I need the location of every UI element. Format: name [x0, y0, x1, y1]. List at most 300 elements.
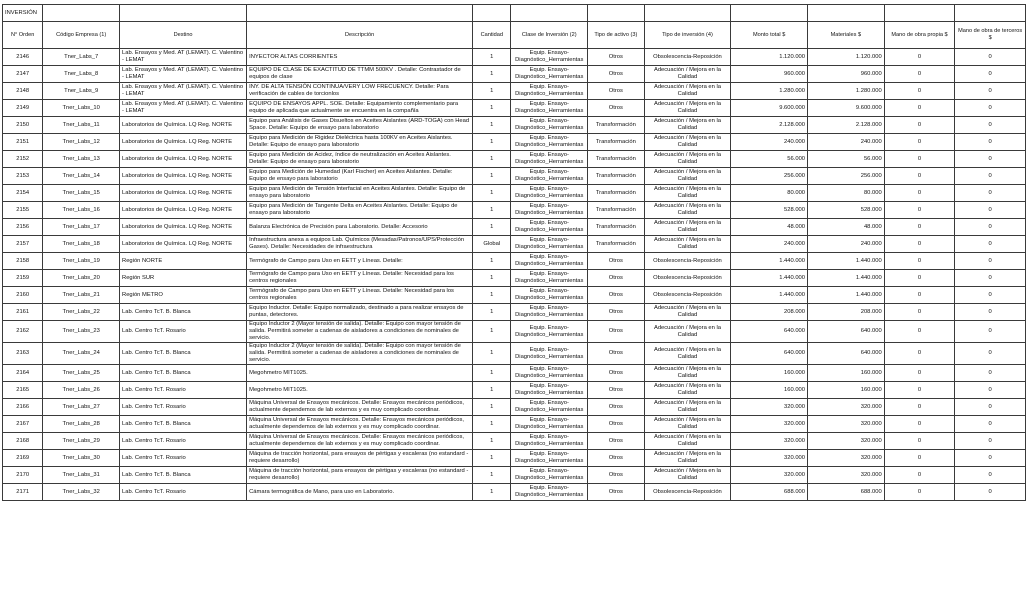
- cell-destino: Lab. Centro TcT. Rosario: [120, 484, 247, 501]
- cell-mano-obra-propia: 0: [884, 151, 955, 168]
- cell-tipo-activo: Otros: [588, 66, 644, 83]
- cell-tipo-inversion: Obsolescencia-Reposición: [644, 484, 731, 501]
- cell-codigo: Tner_Labs_19: [43, 253, 120, 270]
- cell-monto-total: 208.000: [731, 304, 808, 321]
- cell-destino: Región METRO: [120, 287, 247, 304]
- cell-clase: Equip. Ensayo-Diagnóstico_Herramientas: [511, 66, 588, 83]
- cell-descripcion: EQUIPO DE ENSAYOS APPL. SOE. Detalle: Equipamiento complementario para equipo de aplicada que actualmente se encuentra en la compañía: [247, 100, 473, 117]
- cell-materiales: 256.000: [808, 168, 885, 185]
- cell-materiales: 528.000: [808, 202, 885, 219]
- cell-tipo-inversion: Adecuación / Mejora en la Calidad: [644, 382, 731, 399]
- cell-destino: Lab. Centro TcT. Rosario: [120, 450, 247, 467]
- cell-destino: Laboratorios de Química. LQ Reg. NORTE: [120, 134, 247, 151]
- cell-destino: Lab. Ensayos y Med. AT (LEMAT). C. Valentino - LEMAT: [120, 83, 247, 100]
- cell-descripcion: Equipo para Medición de Tensión Interfacial en Aceites Aislantes. Detalle: Equipo de ensayo para laboratorio: [247, 185, 473, 202]
- cell-mano-obra-terceros: 0: [955, 100, 1026, 117]
- cell-cantidad: 1: [473, 66, 511, 83]
- cell-orden: 2164: [3, 365, 43, 382]
- header-mano-obra-terceros: Mano de obra de terceros $: [955, 22, 1026, 49]
- cell-mano-obra-propia: 0: [884, 117, 955, 134]
- cell-cantidad: 1: [473, 134, 511, 151]
- cell-codigo: Tner_Labs_8: [43, 66, 120, 83]
- cell-tipo-activo: Otros: [588, 49, 644, 66]
- cell-clase: Equip. Ensayo-Diagnóstico_Herramientas: [511, 365, 588, 382]
- table-row: [3, 134, 1026, 151]
- cell-tipo-inversion: Adecuación / Mejora en la Calidad: [644, 66, 731, 83]
- header-codigo: Código Empresa (1): [43, 22, 120, 49]
- table-row: [3, 287, 1026, 304]
- cell-orden: 2154: [3, 185, 43, 202]
- cell-clase: Equip. Ensayo-Diagnóstico_Herramientas: [511, 168, 588, 185]
- cell-tipo-inversion: Adecuación / Mejora en la Calidad: [644, 83, 731, 100]
- cell-materiales: 9.600.000: [808, 100, 885, 117]
- cell-mano-obra-terceros: 0: [955, 151, 1026, 168]
- table-row: [3, 321, 1026, 343]
- cell-monto-total: 1.280.000: [731, 83, 808, 100]
- cell-materiales: 320.000: [808, 467, 885, 484]
- cell-codigo: Tner_Labs_27: [43, 399, 120, 416]
- cell-monto-total: 320.000: [731, 450, 808, 467]
- table-row: [3, 219, 1026, 236]
- cell-descripcion: INYECTOR ALTAS CORRIENTES: [247, 49, 473, 66]
- cell-clase: Equip. Ensayo-Diagnóstico_Herramientas: [511, 270, 588, 287]
- cell-orden: 2166: [3, 399, 43, 416]
- table-row: [3, 202, 1026, 219]
- cell-clase: Equip. Ensayo-Diagnóstico_Herramientas: [511, 343, 588, 365]
- cell-tipo-inversion: Obsolescencia-Reposición: [644, 253, 731, 270]
- cell-mano-obra-propia: 0: [884, 270, 955, 287]
- cell-monto-total: 960.000: [731, 66, 808, 83]
- cell-mano-obra-terceros: 0: [955, 185, 1026, 202]
- cell-mano-obra-propia: 0: [884, 450, 955, 467]
- table-row: [3, 343, 1026, 365]
- cell-cantidad: 1: [473, 304, 511, 321]
- cell-descripcion: Máquina de tracción horizontal, para ensayos de pértigas y escaleras (no estandard - requiere desarrollo): [247, 450, 473, 467]
- cell-cantidad: 1: [473, 100, 511, 117]
- cell-descripcion: Termógrafo de Campo para Uso en EETT y Líneas. Detalle: Necesidad para los centros regionales: [247, 270, 473, 287]
- cell-codigo: Tner_Labs_17: [43, 219, 120, 236]
- cell-tipo-inversion: Obsolescencia-Reposición: [644, 287, 731, 304]
- cell-codigo: Tner_Labs_31: [43, 467, 120, 484]
- cell-mano-obra-terceros: 0: [955, 270, 1026, 287]
- cell-mano-obra-terceros: 0: [955, 467, 1026, 484]
- cell-materiales: 48.000: [808, 219, 885, 236]
- cell-orden: 2151: [3, 134, 43, 151]
- table-row: [3, 270, 1026, 287]
- cell-mano-obra-propia: 0: [884, 343, 955, 365]
- cell-cantidad: 1: [473, 343, 511, 365]
- cell-codigo: Tner_Labs_23: [43, 321, 120, 343]
- cell-orden: 2162: [3, 321, 43, 343]
- cell-destino: Laboratorios de Química. LQ Reg. NORTE: [120, 202, 247, 219]
- header-row: [3, 22, 1026, 49]
- cell-tipo-activo: Transformación: [588, 219, 644, 236]
- cell-cantidad: 1: [473, 151, 511, 168]
- table-row: [3, 49, 1026, 66]
- cell-materiales: 240.000: [808, 236, 885, 253]
- cell-destino: Lab. Ensayos y Med. AT (LEMAT). C. Valentino - LEMAT: [120, 49, 247, 66]
- cell-tipo-inversion: Adecuación / Mejora en la Calidad: [644, 185, 731, 202]
- cell-descripcion: Megohmetro MIT1025.: [247, 382, 473, 399]
- cell-mano-obra-terceros: 0: [955, 49, 1026, 66]
- cell-tipo-activo: Otros: [588, 100, 644, 117]
- header-materiales: Materiales $: [808, 22, 885, 49]
- cell-mano-obra-propia: 0: [884, 100, 955, 117]
- cell-materiales: 240.000: [808, 134, 885, 151]
- cell-mano-obra-terceros: 0: [955, 134, 1026, 151]
- cell-tipo-activo: Otros: [588, 450, 644, 467]
- cell-materiales: 160.000: [808, 382, 885, 399]
- cell-orden: 2158: [3, 253, 43, 270]
- cell-orden: 2165: [3, 382, 43, 399]
- cell-destino: Laboratorios de Química. LQ Reg. NORTE: [120, 219, 247, 236]
- cell-destino: Laboratorios de Química. LQ Reg. NORTE: [120, 168, 247, 185]
- investment-table: [2, 4, 1026, 501]
- cell-destino: Lab. Centro TcT. B. Blanca: [120, 343, 247, 365]
- cell-tipo-inversion: Obsolescencia-Reposición: [644, 270, 731, 287]
- cell-codigo: Tner_Labs_25: [43, 365, 120, 382]
- cell-descripcion: Máquina Universal de Ensayos mecánicos. Detalle: Ensayos mecánicos periódicos, actualmente dependemos de lab externos y es muy complicado coordinar.: [247, 416, 473, 433]
- cell-tipo-activo: Otros: [588, 416, 644, 433]
- cell-tipo-activo: Otros: [588, 83, 644, 100]
- cell-cantidad: 1: [473, 168, 511, 185]
- cell-tipo-inversion: Adecuación / Mejora en la Calidad: [644, 117, 731, 134]
- cell-mano-obra-terceros: 0: [955, 343, 1026, 365]
- cell-orden: 2146: [3, 49, 43, 66]
- cell-orden: 2160: [3, 287, 43, 304]
- table-row: [3, 117, 1026, 134]
- cell-codigo: Tner_Labs_30: [43, 450, 120, 467]
- table-row: [3, 304, 1026, 321]
- cell-cantidad: 1: [473, 270, 511, 287]
- cell-destino: Lab. Centro TcT. Rosario: [120, 321, 247, 343]
- cell-monto-total: 320.000: [731, 433, 808, 450]
- header-tipo-activo: Tipo de activo (3): [588, 22, 644, 49]
- table-row: [3, 382, 1026, 399]
- cell-tipo-inversion: Adecuación / Mejora en la Calidad: [644, 304, 731, 321]
- header-cantidad: Cantidad: [473, 22, 511, 49]
- cell-tipo-activo: Otros: [588, 399, 644, 416]
- cell-cantidad: 1: [473, 416, 511, 433]
- cell-monto-total: 528.000: [731, 202, 808, 219]
- cell-tipo-inversion: Adecuación / Mejora en la Calidad: [644, 219, 731, 236]
- cell-monto-total: 256.000: [731, 168, 808, 185]
- cell-mano-obra-propia: 0: [884, 467, 955, 484]
- cell-tipo-inversion: Adecuación / Mejora en la Calidad: [644, 202, 731, 219]
- cell-codigo: Tner_Labs_28: [43, 416, 120, 433]
- cell-materiales: 320.000: [808, 399, 885, 416]
- cell-orden: 2148: [3, 83, 43, 100]
- cell-destino: Lab. Centro TcT. B. Blanca: [120, 304, 247, 321]
- cell-materiales: 320.000: [808, 416, 885, 433]
- cell-clase: Equip. Ensayo-Diagnóstico_Herramientas: [511, 287, 588, 304]
- cell-mano-obra-terceros: 0: [955, 287, 1026, 304]
- cell-materiales: 320.000: [808, 450, 885, 467]
- cell-mano-obra-propia: 0: [884, 83, 955, 100]
- cell-clase: Equip. Ensayo-Diagnóstico_Herramientas: [511, 117, 588, 134]
- table-row: [3, 365, 1026, 382]
- cell-cantidad: 1: [473, 450, 511, 467]
- cell-destino: Lab. Centro TcT. Rosario: [120, 433, 247, 450]
- cell-descripcion: Máquina Universal de Ensayos mecánicos. Detalle: Ensayos mecánicos periódicos, actualmente dependemos de lab externos y es muy complicado coordinar.: [247, 399, 473, 416]
- cell-cantidad: 1: [473, 321, 511, 343]
- cell-mano-obra-terceros: 0: [955, 219, 1026, 236]
- cell-materiales: 688.000: [808, 484, 885, 501]
- cell-cantidad: 1: [473, 83, 511, 100]
- cell-monto-total: 320.000: [731, 399, 808, 416]
- cell-codigo: Tner_Labs_21: [43, 287, 120, 304]
- cell-cantidad: 1: [473, 253, 511, 270]
- cell-mano-obra-propia: 0: [884, 236, 955, 253]
- cell-tipo-activo: Transformación: [588, 168, 644, 185]
- cell-materiales: 1.440.000: [808, 287, 885, 304]
- cell-clase: Equip. Ensayo-Diagnóstico_Herramientas: [511, 416, 588, 433]
- cell-destino: Laboratorios de Química. LQ Reg. NORTE: [120, 117, 247, 134]
- table-row: [3, 450, 1026, 467]
- cell-clase: Equip. Ensayo-Diagnóstico_Herramientas: [511, 202, 588, 219]
- cell-materiales: 960.000: [808, 66, 885, 83]
- cell-monto-total: 48.000: [731, 219, 808, 236]
- cell-monto-total: 160.000: [731, 382, 808, 399]
- cell-clase: Equip. Ensayo-Diagnóstico_Herramientas: [511, 321, 588, 343]
- cell-tipo-activo: Otros: [588, 270, 644, 287]
- cell-tipo-inversion: Adecuación / Mejora en la Calidad: [644, 236, 731, 253]
- cell-codigo: Tner_Labs_12: [43, 134, 120, 151]
- cell-tipo-activo: Otros: [588, 321, 644, 343]
- header-destino: Destino: [120, 22, 247, 49]
- cell-tipo-activo: Otros: [588, 365, 644, 382]
- header-monto-total: Monto total $: [731, 22, 808, 49]
- cell-tipo-inversion: Adecuación / Mejora en la Calidad: [644, 467, 731, 484]
- cell-codigo: Tner_Labs_16: [43, 202, 120, 219]
- cell-materiales: 160.000: [808, 365, 885, 382]
- cell-descripcion: Equipo Inductor. Detalle: Equipo normalizado, destinado a para realizar ensayos de puntas, detectores.: [247, 304, 473, 321]
- cell-mano-obra-terceros: 0: [955, 253, 1026, 270]
- cell-monto-total: 1.440.000: [731, 287, 808, 304]
- cell-tipo-activo: Otros: [588, 304, 644, 321]
- cell-mano-obra-propia: 0: [884, 185, 955, 202]
- cell-clase: Equip. Ensayo-Diagnóstico_Herramientas: [511, 185, 588, 202]
- cell-mano-obra-terceros: 0: [955, 321, 1026, 343]
- cell-monto-total: 240.000: [731, 134, 808, 151]
- cell-tipo-activo: Otros: [588, 287, 644, 304]
- cell-tipo-activo: Transformación: [588, 134, 644, 151]
- cell-orden: 2153: [3, 168, 43, 185]
- table-row: [3, 151, 1026, 168]
- cell-codigo: Tner_Labs_14: [43, 168, 120, 185]
- cell-mano-obra-propia: 0: [884, 219, 955, 236]
- cell-monto-total: 640.000: [731, 343, 808, 365]
- cell-orden: 2163: [3, 343, 43, 365]
- cell-monto-total: 320.000: [731, 467, 808, 484]
- cell-descripcion: Equipo para Medición de Acidez, índice de neutralización en Aceites Aislantes. Detalle: Equipo de ensayo para laboratorio: [247, 151, 473, 168]
- cell-orden: 2168: [3, 433, 43, 450]
- table-row: [3, 433, 1026, 450]
- cell-destino: Lab. Ensayos y Med. AT (LEMAT). C. Valentino - LEMAT: [120, 100, 247, 117]
- cell-orden: 2170: [3, 467, 43, 484]
- cell-orden: 2161: [3, 304, 43, 321]
- cell-monto-total: 2.128.000: [731, 117, 808, 134]
- cell-cantidad: Global: [473, 236, 511, 253]
- cell-orden: 2171: [3, 484, 43, 501]
- cell-clase: Equip. Ensayo-Diagnóstico_Herramientas: [511, 304, 588, 321]
- cell-monto-total: 320.000: [731, 416, 808, 433]
- table-body: [3, 49, 1026, 501]
- cell-clase: Equip. Ensayo-Diagnóstico_Herramientas: [511, 467, 588, 484]
- cell-destino: Lab. Ensayos y Med. AT (LEMAT). C. Valentino - LEMAT: [120, 66, 247, 83]
- cell-descripcion: Equipo para Medición de Rigidez Dieléctrica hasta 100KV en Aceites Aislantes. Detalle: Equipo de ensayo para laboratorio: [247, 134, 473, 151]
- cell-destino: Región NORTE: [120, 253, 247, 270]
- cell-descripcion: Termógrafo de Campo para Uso en EETT y Líneas. Detalle: Necesidad para los centros regionales: [247, 287, 473, 304]
- cell-destino: Región SUR: [120, 270, 247, 287]
- cell-monto-total: 240.000: [731, 236, 808, 253]
- cell-codigo: Tner_Labs_22: [43, 304, 120, 321]
- cell-codigo: Tner_Labs_9: [43, 83, 120, 100]
- cell-descripcion: Máquina Universal de Ensayos mecánicos. Detalle: Ensayos mecánicos periódicos, actualmente dependemos de lab externos y es muy complicado coordinar.: [247, 433, 473, 450]
- cell-tipo-inversion: Adecuación / Mejora en la Calidad: [644, 433, 731, 450]
- cell-materiales: 1.280.000: [808, 83, 885, 100]
- cell-orden: 2147: [3, 66, 43, 83]
- cell-monto-total: 1.120.000: [731, 49, 808, 66]
- cell-mano-obra-propia: 0: [884, 168, 955, 185]
- cell-mano-obra-terceros: 0: [955, 365, 1026, 382]
- cell-mano-obra-propia: 0: [884, 49, 955, 66]
- cell-clase: Equip. Ensayo-Diagnóstico_Herramientas: [511, 83, 588, 100]
- header-descripcion: Descripción: [247, 22, 473, 49]
- cell-mano-obra-propia: 0: [884, 66, 955, 83]
- cell-mano-obra-propia: 0: [884, 253, 955, 270]
- cell-descripcion: Máquina de tracción horizontal, para ensayos de pértigas y escaleras (no estandard - requiere desarrollo): [247, 467, 473, 484]
- cell-cantidad: 1: [473, 287, 511, 304]
- cell-codigo: Tner_Labs_26: [43, 382, 120, 399]
- cell-descripcion: INY. DE ALTA TENSIÓN CONTINUA/VERY LOW FRECUENCY. Detalle: Para verificación de cables de torcionlos: [247, 83, 473, 100]
- cell-cantidad: 1: [473, 433, 511, 450]
- cell-monto-total: 80.000: [731, 185, 808, 202]
- cell-materiales: 2.128.000: [808, 117, 885, 134]
- cell-orden: 2155: [3, 202, 43, 219]
- cell-materiales: 56.000: [808, 151, 885, 168]
- table-row: [3, 399, 1026, 416]
- cell-mano-obra-propia: 0: [884, 416, 955, 433]
- cell-descripcion: Equipo Inductor 2 (Mayor tensión de salida). Detalle: Equipo con mayor tensión de salida. Permitirá someter a cadenas de aisladores a condiciones de nominales de servicio.: [247, 321, 473, 343]
- table-row: [3, 416, 1026, 433]
- cell-cantidad: 1: [473, 484, 511, 501]
- cell-codigo: Tner_Labs_10: [43, 100, 120, 117]
- cell-tipo-inversion: Adecuación / Mejora en la Calidad: [644, 151, 731, 168]
- cell-materiales: 208.000: [808, 304, 885, 321]
- section-title: INVERSIÓN: [3, 5, 43, 22]
- cell-materiales: 1.440.000: [808, 270, 885, 287]
- cell-orden: 2169: [3, 450, 43, 467]
- cell-mano-obra-terceros: 0: [955, 399, 1026, 416]
- cell-tipo-activo: Otros: [588, 253, 644, 270]
- cell-codigo: Tner_Labs_13: [43, 151, 120, 168]
- cell-destino: Lab. Centro TcT. Rosario: [120, 382, 247, 399]
- cell-clase: Equip. Ensayo-Diagnóstico_Herramientas: [511, 382, 588, 399]
- cell-tipo-inversion: Adecuación / Mejora en la Calidad: [644, 416, 731, 433]
- cell-codigo: Tner_Labs_18: [43, 236, 120, 253]
- cell-cantidad: 1: [473, 117, 511, 134]
- table-row: [3, 484, 1026, 501]
- table-row: [3, 236, 1026, 253]
- cell-descripcion: EQUIPO DE CLASE DE EXACTITUD DE TTMM 500KV . Detalle: Contrastador de equipos de clase: [247, 66, 473, 83]
- cell-mano-obra-terceros: 0: [955, 236, 1026, 253]
- cell-clase: Equip. Ensayo-Diagnóstico_Herramientas: [511, 49, 588, 66]
- cell-mano-obra-propia: 0: [884, 433, 955, 450]
- cell-codigo: Tner_Labs_32: [43, 484, 120, 501]
- header-tipo-inversion: Tipo de inversión (4): [644, 22, 731, 49]
- cell-tipo-activo: Otros: [588, 382, 644, 399]
- cell-tipo-inversion: Adecuación / Mejora en la Calidad: [644, 399, 731, 416]
- cell-codigo: Tner_Labs_29: [43, 433, 120, 450]
- cell-clase: Equip. Ensayo-Diagnóstico_Herramientas: [511, 484, 588, 501]
- cell-materiales: 640.000: [808, 321, 885, 343]
- table-row: [3, 83, 1026, 100]
- cell-tipo-inversion: Adecuación / Mejora en la Calidad: [644, 321, 731, 343]
- cell-tipo-inversion: Adecuación / Mejora en la Calidad: [644, 100, 731, 117]
- cell-monto-total: 9.600.000: [731, 100, 808, 117]
- table-row: [3, 100, 1026, 117]
- cell-destino: Laboratorios de Química. LQ Reg. NORTE: [120, 151, 247, 168]
- cell-tipo-activo: Transformación: [588, 185, 644, 202]
- cell-codigo: Tner_Labs_24: [43, 343, 120, 365]
- cell-codigo: Tner_Labs_15: [43, 185, 120, 202]
- cell-mano-obra-terceros: 0: [955, 117, 1026, 134]
- cell-clase: Equip. Ensayo-Diagnóstico_Herramientas: [511, 433, 588, 450]
- cell-mano-obra-propia: 0: [884, 202, 955, 219]
- cell-cantidad: 1: [473, 49, 511, 66]
- cell-descripcion: Infraestructura anexa a equipos Lab. Químicos (Mesadas/Patronos/UPS/Protección Gases). Detalle: Necesidades de infraestructura: [247, 236, 473, 253]
- cell-monto-total: 640.000: [731, 321, 808, 343]
- cell-mano-obra-propia: 0: [884, 365, 955, 382]
- cell-tipo-inversion: Adecuación / Mejora en la Calidad: [644, 450, 731, 467]
- cell-materiales: 320.000: [808, 433, 885, 450]
- cell-orden: 2167: [3, 416, 43, 433]
- cell-cantidad: 1: [473, 382, 511, 399]
- cell-orden: 2152: [3, 151, 43, 168]
- cell-descripcion: Equipo para Medición de Humedad (Karl Fischer) en Aceites Aislantes. Detalle: Equipo de ensayo para laboratorio: [247, 168, 473, 185]
- cell-tipo-inversion: Adecuación / Mejora en la Calidad: [644, 365, 731, 382]
- cell-materiales: 80.000: [808, 185, 885, 202]
- cell-tipo-activo: Transformación: [588, 151, 644, 168]
- cell-clase: Equip. Ensayo-Diagnóstico_Herramientas: [511, 450, 588, 467]
- table-row: [3, 168, 1026, 185]
- cell-clase: Equip. Ensayo-Diagnóstico_Herramientas: [511, 151, 588, 168]
- cell-tipo-activo: Otros: [588, 433, 644, 450]
- cell-cantidad: 1: [473, 467, 511, 484]
- cell-clase: Equip. Ensayo-Diagnóstico_Herramientas: [511, 253, 588, 270]
- cell-destino: Laboratorios de Química. LQ Reg. NORTE: [120, 236, 247, 253]
- cell-orden: 2149: [3, 100, 43, 117]
- table-row: [3, 185, 1026, 202]
- cell-mano-obra-propia: 0: [884, 321, 955, 343]
- cell-codigo: Tner_Labs_20: [43, 270, 120, 287]
- cell-materiales: 640.000: [808, 343, 885, 365]
- cell-tipo-activo: Transformación: [588, 202, 644, 219]
- table-row: [3, 467, 1026, 484]
- cell-cantidad: 1: [473, 365, 511, 382]
- cell-clase: Equip. Ensayo-Diagnóstico_Herramientas: [511, 236, 588, 253]
- cell-mano-obra-terceros: 0: [955, 382, 1026, 399]
- cell-codigo: Tner_Labs_7: [43, 49, 120, 66]
- cell-mano-obra-propia: 0: [884, 287, 955, 304]
- cell-mano-obra-terceros: 0: [955, 484, 1026, 501]
- header-orden: N° Orden: [3, 22, 43, 49]
- cell-descripcion: Termógrafo de Campo para Uso en EETT y Líneas. Detalle:: [247, 253, 473, 270]
- cell-clase: Equip. Ensayo-Diagnóstico_Herramientas: [511, 399, 588, 416]
- cell-descripcion: Equipo para Medición de Tangente Delta en Aceites Aislantes. Detalle: Equipo de ensayo para laboratorio: [247, 202, 473, 219]
- cell-clase: Equip. Ensayo-Diagnóstico_Herramientas: [511, 134, 588, 151]
